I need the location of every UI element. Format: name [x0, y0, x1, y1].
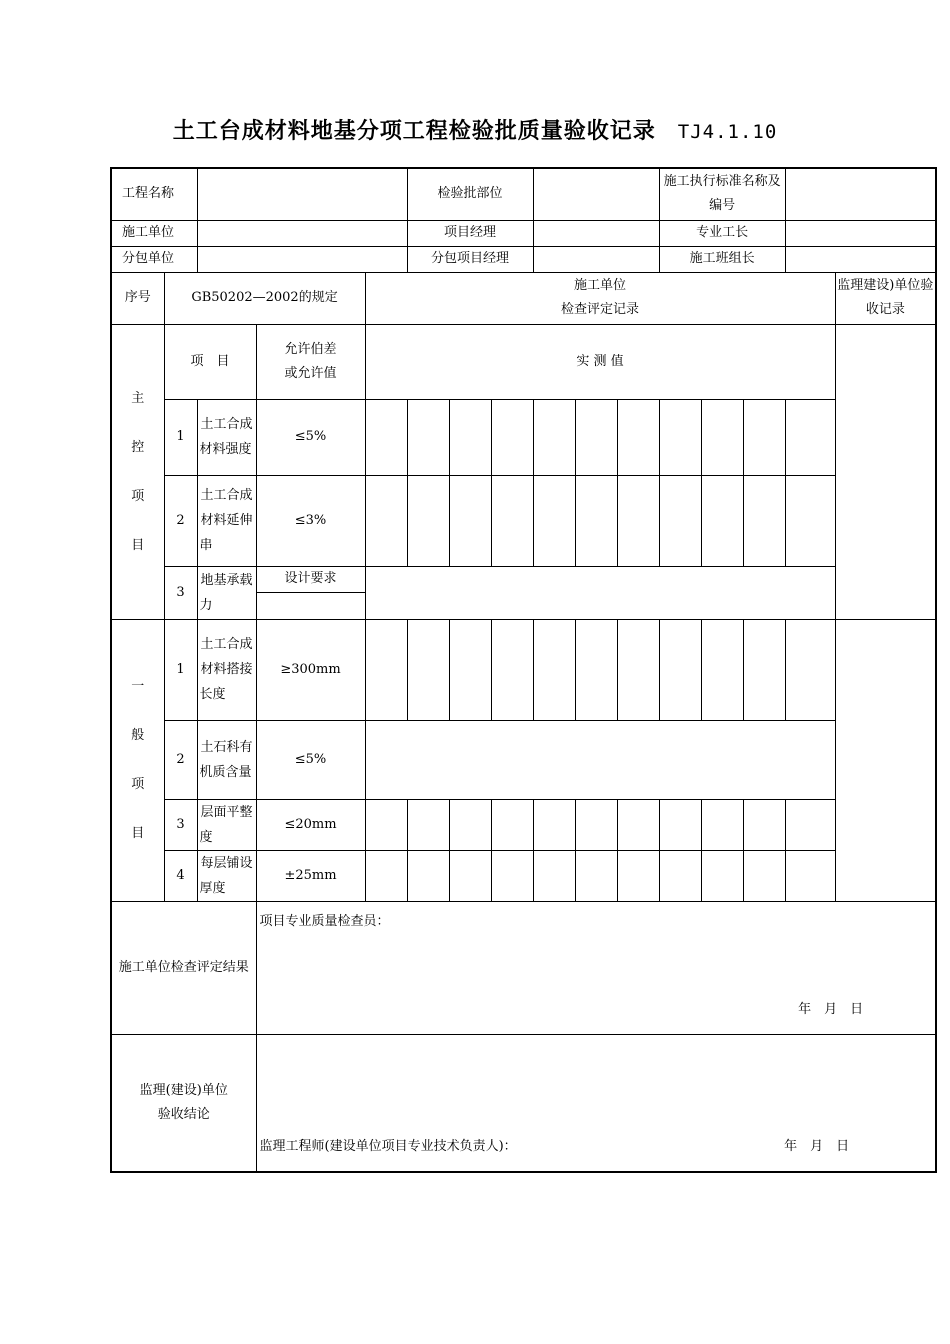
measure-merged[interactable] — [365, 720, 835, 799]
measure-cell[interactable] — [575, 850, 617, 901]
subcontract-manager-label: 分包项目经理 — [407, 246, 533, 272]
general-row-3 — [111, 799, 936, 850]
item-no: 4 — [164, 850, 197, 901]
conclusion-date: 年 月 日 — [784, 1139, 850, 1154]
measure-cell[interactable] — [491, 799, 533, 850]
measure-cell[interactable] — [701, 619, 743, 720]
measure-cell[interactable] — [575, 619, 617, 720]
construction-unit-value[interactable] — [197, 220, 407, 246]
item-name: 每层铺设厚度 — [197, 850, 256, 901]
measure-cell[interactable] — [491, 475, 533, 566]
batch-part-value[interactable] — [533, 168, 659, 220]
inspection-form — [110, 167, 937, 1173]
measure-cell[interactable] — [659, 399, 701, 475]
foreman-value[interactable] — [785, 220, 936, 246]
general-supervision[interactable] — [835, 619, 936, 901]
result-date: 年 月 日 — [798, 1001, 864, 1017]
measure-cell[interactable] — [659, 475, 701, 566]
item-no: 3 — [164, 799, 197, 850]
result-content[interactable] — [256, 901, 936, 1034]
measure-cell[interactable] — [449, 850, 491, 901]
item-no: 1 — [164, 619, 197, 720]
measure-cell[interactable] — [533, 799, 575, 850]
measured-header: 实 测 值 — [365, 324, 835, 399]
conclusion-content[interactable] — [256, 1034, 936, 1172]
standard-label: 施工执行标准名称及编号 — [659, 168, 785, 220]
measure-cell[interactable] — [449, 399, 491, 475]
measure-cell[interactable] — [701, 850, 743, 901]
item-no: 2 — [164, 475, 197, 566]
project-name-label: 工程名称 — [111, 168, 197, 220]
measure-cell[interactable] — [743, 619, 785, 720]
result-label: 施工单位检查评定结果 — [111, 901, 256, 1034]
measure-cell[interactable] — [407, 799, 449, 850]
project-manager-value[interactable] — [533, 220, 659, 246]
construction-unit-label: 施工单位 — [111, 220, 197, 246]
measure-cell[interactable] — [785, 799, 835, 850]
batch-part-label: 检验批部位 — [407, 168, 533, 220]
item-value: 设计要求 — [257, 567, 365, 594]
measure-cell[interactable] — [701, 399, 743, 475]
project-manager-label: 项目经理 — [407, 220, 533, 246]
measure-cell[interactable] — [407, 399, 449, 475]
main-row-2 — [111, 475, 936, 566]
subcontract-unit-label: 分包单位 — [111, 246, 197, 272]
general-label: 一 般 项 目 — [111, 619, 164, 901]
item-no: 1 — [164, 399, 197, 475]
measure-cell[interactable] — [449, 799, 491, 850]
item-value-blank[interactable] — [257, 593, 365, 619]
general-row-2 — [111, 720, 936, 799]
measure-cell[interactable] — [743, 399, 785, 475]
measure-cell[interactable] — [407, 850, 449, 901]
measure-cell[interactable] — [617, 799, 659, 850]
subcontract-manager-value[interactable] — [533, 246, 659, 272]
measure-cell[interactable] — [785, 399, 835, 475]
measure-cell[interactable] — [365, 799, 407, 850]
engineer-label: 监理工程师(建设单位项目专业技术负责人)： — [259, 1139, 517, 1154]
team-leader-value[interactable] — [785, 246, 936, 272]
general-row-4 — [111, 850, 936, 901]
measure-cell[interactable] — [617, 850, 659, 901]
measure-cell[interactable] — [743, 475, 785, 566]
measure-cell[interactable] — [743, 799, 785, 850]
measure-cell[interactable] — [617, 475, 659, 566]
measure-cell[interactable] — [449, 619, 491, 720]
measure-cell[interactable] — [533, 475, 575, 566]
item-name: 土石科有机质含量 — [197, 720, 256, 799]
measure-merged[interactable] — [365, 566, 835, 619]
item-header: 项 目 — [164, 324, 256, 399]
measure-cell[interactable] — [407, 619, 449, 720]
main-row-1 — [111, 399, 936, 475]
measure-cell[interactable] — [491, 399, 533, 475]
measure-cell[interactable] — [533, 399, 575, 475]
item-name: 土工合成材料搭接长度 — [197, 619, 256, 720]
item-value: ≤3% — [256, 475, 365, 566]
team-leader-label: 施工班组长 — [659, 246, 785, 272]
measure-cell[interactable] — [365, 399, 407, 475]
title-text: 土工台成材料地基分项工程检验批质量验收记录 — [172, 118, 656, 144]
item-name: 层面平整度 — [197, 799, 256, 850]
measure-cell[interactable] — [617, 619, 659, 720]
measure-cell[interactable] — [449, 475, 491, 566]
measure-cell[interactable] — [407, 475, 449, 566]
main-control-supervision[interactable] — [835, 324, 936, 619]
page-title — [0, 114, 950, 145]
measure-cell[interactable] — [701, 475, 743, 566]
measure-cell[interactable] — [701, 799, 743, 850]
measure-cell[interactable] — [617, 399, 659, 475]
item-name: 土工合成材料强度 — [197, 399, 256, 475]
general-row-1 — [111, 619, 936, 720]
measure-cell[interactable] — [575, 475, 617, 566]
measure-cell[interactable] — [575, 799, 617, 850]
item-value-cell — [256, 566, 365, 619]
item-value: ≤5% — [256, 399, 365, 475]
project-name-value[interactable] — [197, 168, 407, 220]
seq-header: 序号 — [111, 272, 164, 324]
construction-check-header: 施工单位 检查评定记录 — [365, 272, 835, 324]
measure-cell[interactable] — [533, 619, 575, 720]
measure-cell[interactable] — [491, 619, 533, 720]
supervision-check-header: 监理建设)单位验收记录 — [835, 272, 936, 324]
inspector-label: 项目专业质量检查员： — [259, 913, 390, 929]
measure-cell[interactable] — [533, 850, 575, 901]
measure-cell[interactable] — [365, 619, 407, 720]
measure-cell[interactable] — [365, 850, 407, 901]
tolerance-header: 允许伯差 或允许值 — [256, 324, 365, 399]
measure-cell[interactable] — [743, 850, 785, 901]
item-value: ≤5% — [256, 720, 365, 799]
standard-value[interactable] — [785, 168, 936, 220]
measure-cell[interactable] — [575, 399, 617, 475]
item-no: 2 — [164, 720, 197, 799]
foreman-label: 专业工长 — [659, 220, 785, 246]
main-control-label: 主 控 项 目 — [111, 324, 164, 619]
measure-cell[interactable] — [785, 850, 835, 901]
measure-cell[interactable] — [785, 475, 835, 566]
main-row-3 — [111, 566, 936, 619]
conclusion-label: 监理(建设)单位 验收结论 — [111, 1034, 256, 1172]
item-name: 地基承载力 — [197, 566, 256, 619]
item-value: ≥300mm — [256, 619, 365, 720]
measure-cell[interactable] — [659, 850, 701, 901]
measure-cell[interactable] — [785, 619, 835, 720]
measure-cell[interactable] — [491, 850, 533, 901]
measure-cell[interactable] — [659, 799, 701, 850]
form-code: TJ4.1.10 — [677, 121, 778, 143]
item-value: ±25mm — [256, 850, 365, 901]
item-no: 3 — [164, 566, 197, 619]
item-name: 土工合成材料延伸串 — [197, 475, 256, 566]
measure-cell[interactable] — [365, 475, 407, 566]
item-value: ≤20mm — [256, 799, 365, 850]
measure-cell[interactable] — [659, 619, 701, 720]
subcontract-unit-value[interactable] — [197, 246, 407, 272]
spec-header: GB50202—2002的规定 — [164, 272, 365, 324]
